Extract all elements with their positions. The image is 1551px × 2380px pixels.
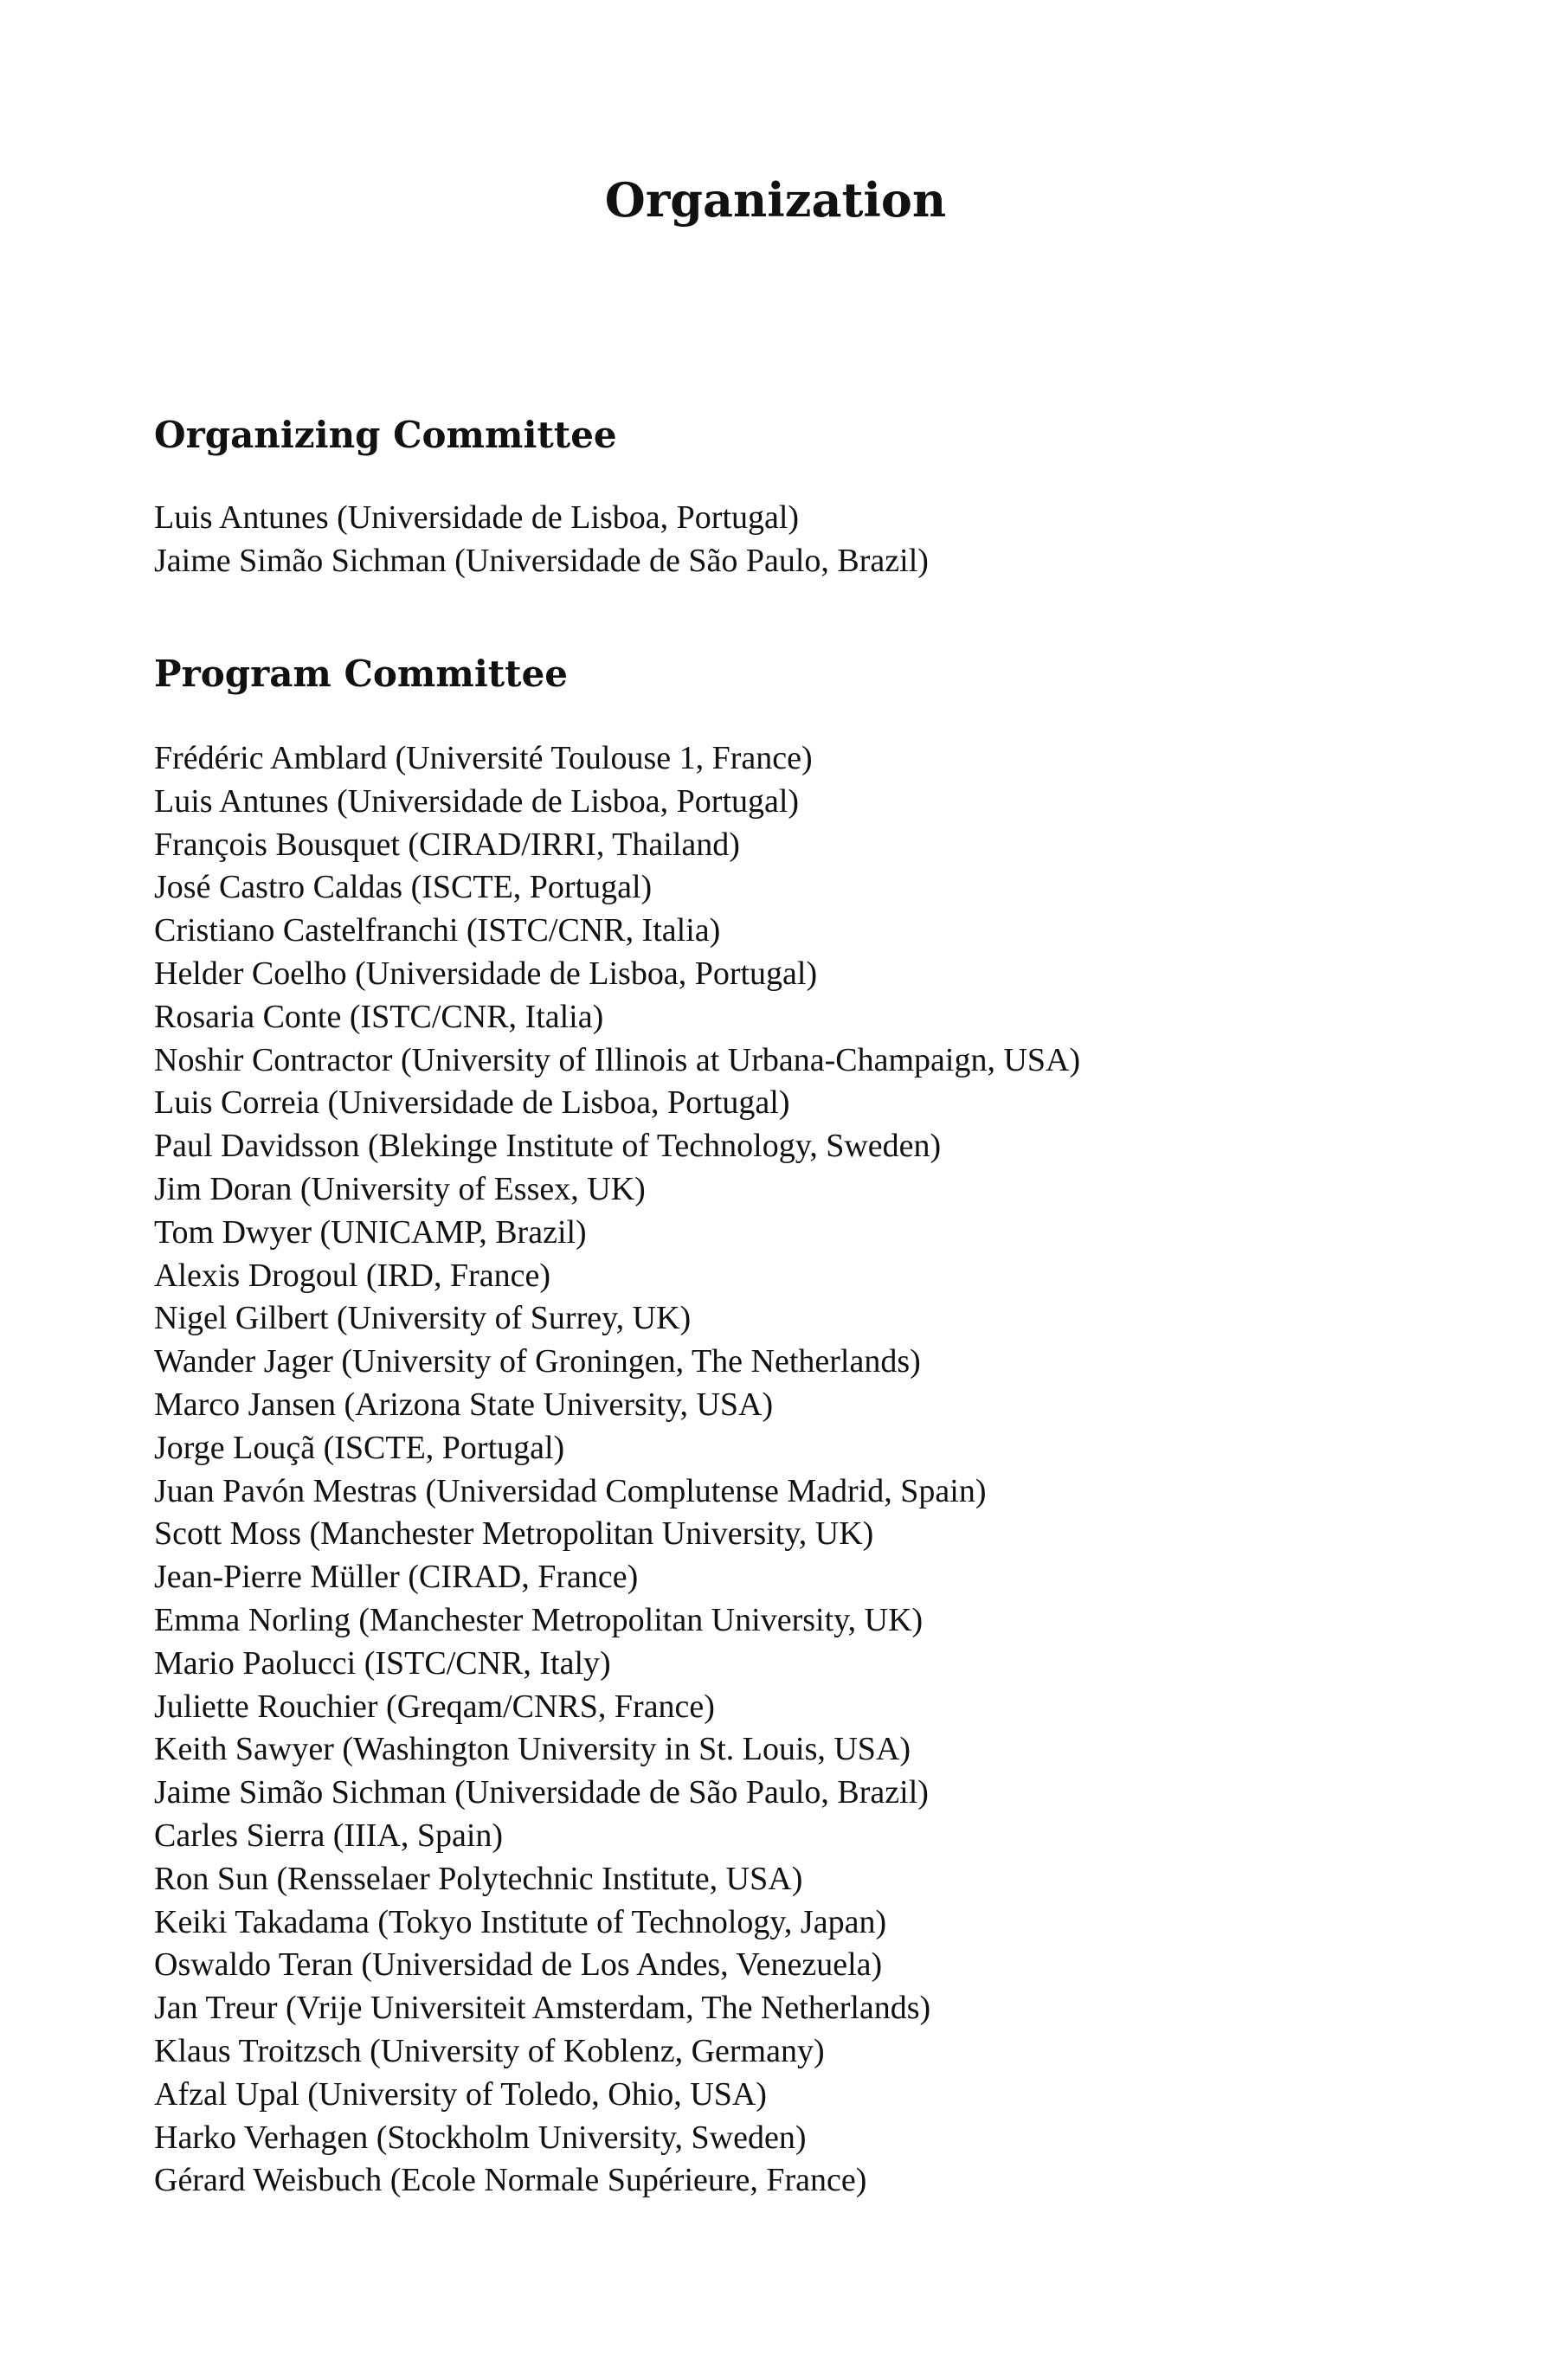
committee-member: Luis Antunes (Universidade de Lisboa, Portugal) [154, 782, 800, 820]
committee-member: Marco Jansen (Arizona State University, USA) [154, 1386, 774, 1423]
committee-member: Jim Doran (University of Essex, UK) [154, 1170, 646, 1207]
committee-member: Scott Moss (Manchester Metropolitan University, UK) [154, 1515, 874, 1553]
committee-member: Alexis Drogoul (IRD, France) [154, 1257, 551, 1294]
committee-member: Helder Coelho (Universidade de Lisboa, Portugal) [154, 955, 818, 992]
committee-member: Jaime Simão Sichman (Universidade de São Paulo, Brazil) [154, 542, 929, 579]
page-title: Organization [604, 172, 947, 228]
committee-member: Luis Correia (Universidade de Lisboa, Portugal) [154, 1084, 790, 1122]
committee-member: Keiki Takadama (Tokyo Institute of Technology, Japan) [154, 1903, 887, 1940]
committee-member: Luis Antunes (Universidade de Lisboa, Portugal) [154, 499, 800, 536]
committee-member: Gérard Weisbuch (Ecole Normale Supérieure, France) [154, 2162, 867, 2199]
committee-member: José Castro Caldas (ISCTE, Portugal) [154, 869, 653, 906]
committee-member: Frédéric Amblard (Université Toulouse 1, France) [154, 740, 813, 776]
committee-member: Oswaldo Teran (Universidad de Los Andes, Venezuela) [154, 1946, 883, 1984]
committee-member: François Bousquet (CIRAD/IRRI, Thailand) [154, 826, 740, 863]
committee-member: Carles Sierra (IIIA, Spain) [154, 1817, 504, 1854]
committee-member: Jan Treur (Vrije Universiteit Amsterdam, The Netherlands) [154, 1990, 931, 2027]
committee-member: Wander Jager (University of Groningen, The Netherlands) [154, 1343, 921, 1380]
committee-member: Tom Dwyer (UNICAMP, Brazil) [154, 1213, 587, 1251]
committee-member: Jorge Louçã (ISCTE, Portugal) [154, 1429, 565, 1466]
committee-member: Juan Pavón Mestras (Universidad Complutense Madrid, Spain) [154, 1472, 987, 1509]
program-committee-heading: Program Committee [154, 653, 569, 695]
committee-member: Noshir Contractor (University of Illinois at Urbana-Champaign, USA) [154, 1041, 1081, 1078]
committee-member: Afzal Upal (University of Toledo, Ohio, USA) [154, 2075, 767, 2113]
committee-member: Ron Sun (Rensselaer Polytechnic Institute, USA) [154, 1860, 803, 1897]
committee-member: Keith Sawyer (Washington University in St. Louis, USA) [154, 1731, 911, 1768]
program-committee-list [154, 737, 1080, 2203]
committee-member: Jaime Simão Sichman (Universidade de São Paulo, Brazil) [154, 1774, 929, 1811]
organizing-committee-list [154, 497, 929, 583]
committee-member: Cristiano Castelfranchi (ISTC/CNR, Italia) [154, 912, 721, 949]
committee-member: Rosaria Conte (ISTC/CNR, Italia) [154, 998, 604, 1035]
organizing-committee-heading: Organizing Committee [154, 414, 617, 456]
committee-member: Harko Verhagen (Stockholm University, Sweden) [154, 2119, 807, 2156]
committee-member: Jean-Pierre Müller (CIRAD, France) [154, 1559, 639, 1596]
committee-member: Emma Norling (Manchester Metropolitan University, UK) [154, 1601, 924, 1638]
committee-member: Paul Davidsson (Blekinge Institute of Technology, Sweden) [154, 1128, 942, 1165]
committee-member: Nigel Gilbert (University of Surrey, UK) [154, 1300, 692, 1337]
committee-member: Mario Paolucci (ISTC/CNR, Italy) [154, 1644, 611, 1682]
committee-member: Klaus Troitzsch (University of Koblenz, Germany) [154, 2032, 825, 2069]
committee-member: Juliette Rouchier (Greqam/CNRS, France) [154, 1688, 715, 1725]
